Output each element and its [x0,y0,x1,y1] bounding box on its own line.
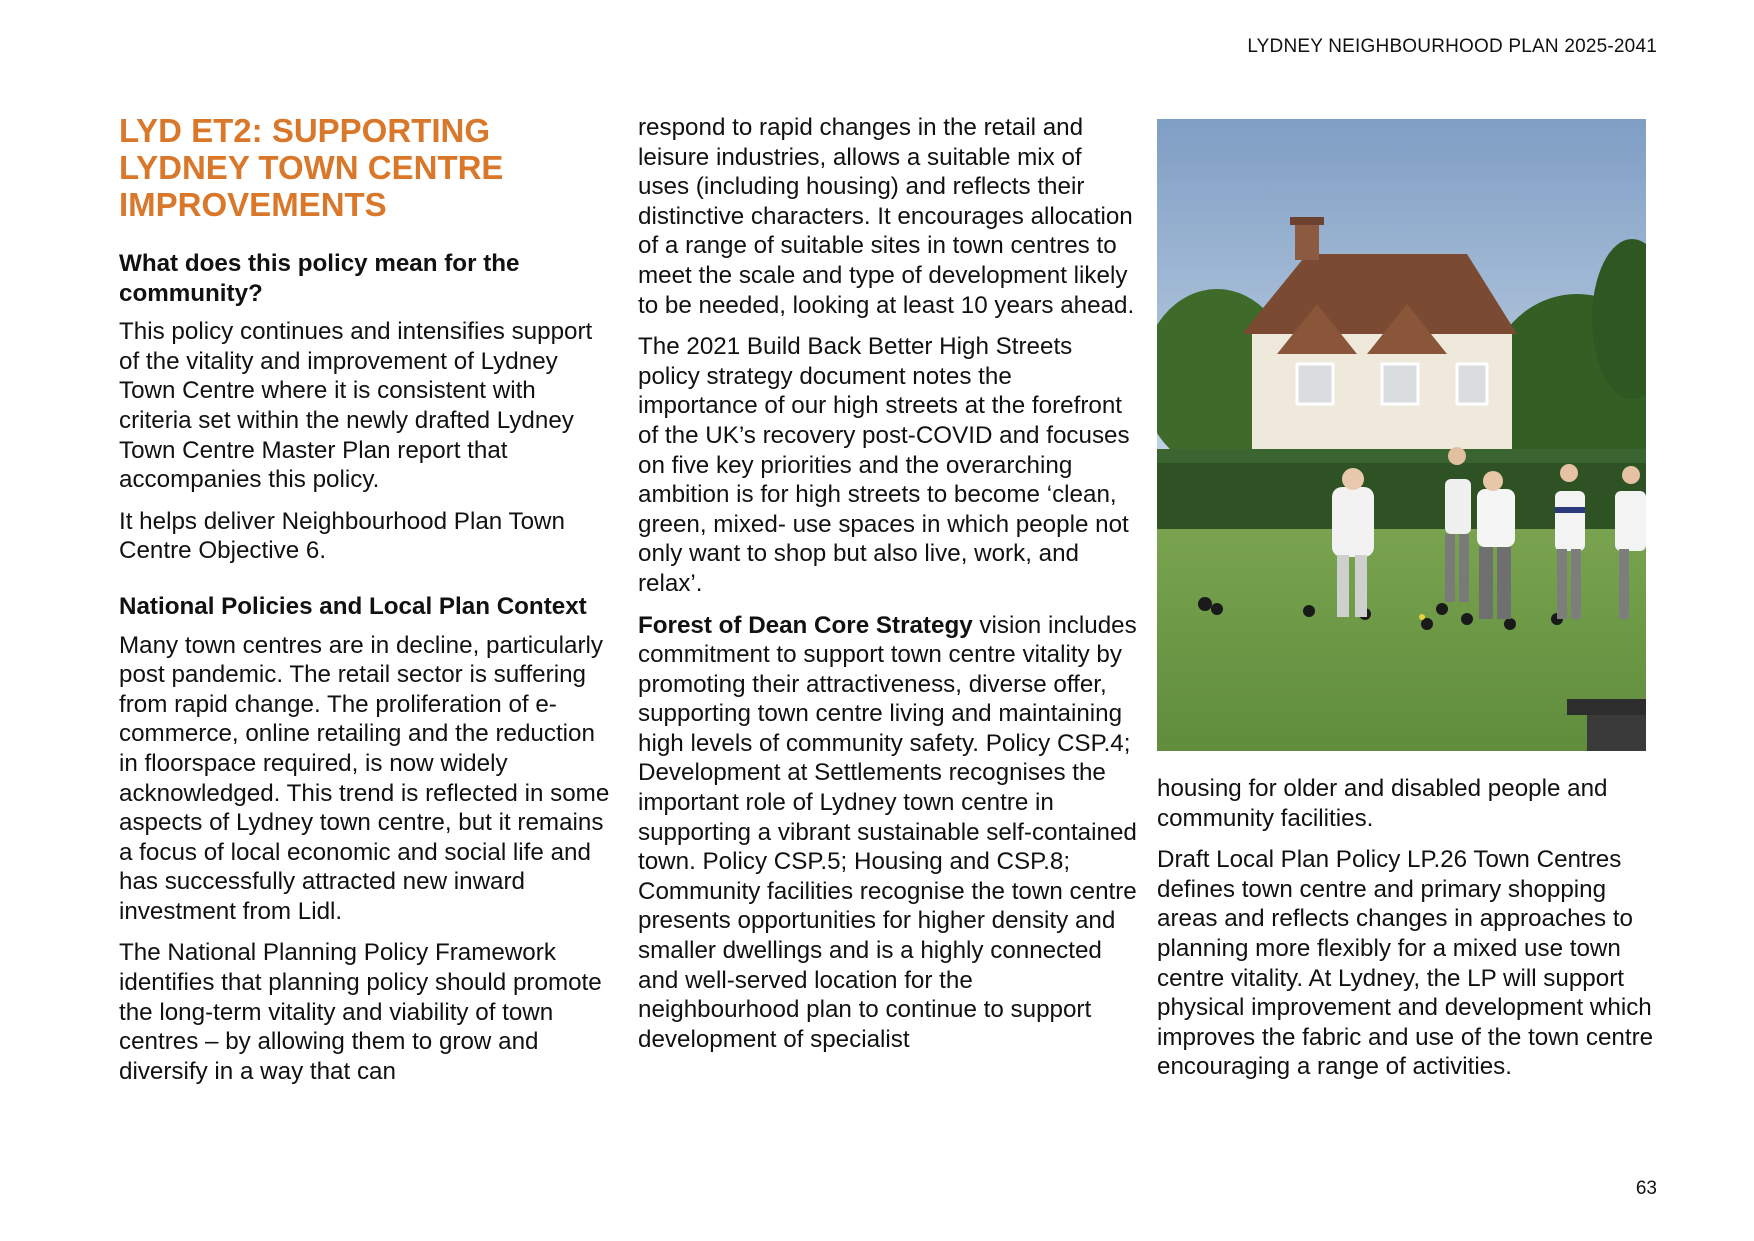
core-strategy-text: vision includes commitment to support town centre vitality by promoting their attractiveness, diverse offer, supporting town centre living and maintaining high levels of community safety. Policy CSP.4; Development at Settlements recognises the important role of Lydney town centre in supporting a vibrant sustainable self-contained town. Policy CSP.5; Housing and CSP.8; Community facilities recognise the town centre presents opportunities for higher density and smaller dwellings and is a highly connected and well-served location for the neighbourhood plan to continue to support development of specialist [638,611,1137,1053]
bowls-green-photo [1157,119,1646,751]
column-left [119,112,611,1098]
paragraph: respond to rapid changes in the retail and leisure industries, allows a suitable mix of uses (including housing) and reflects their distinctive characters. It encourages allocation of a range of suitable sites in town centres to meet the scale and type of development likely to be needed, looking at least 10 years ahead. [638,114,1135,319]
paragraph: The National Planning Policy Framework identifies that planning policy should promote the long-term vitality and viability of town centres – by allowing them to grow and diversify in a way that can [119,939,602,1085]
column-middle [638,113,1138,1066]
page-number: 63 [1635,1178,1657,1199]
section-heading-national-policies: National Policies and Local Plan Context [119,592,587,620]
section-heading-community: What does this policy mean for the community? [119,250,520,307]
paragraph: The 2021 Build Back Better High Streets policy strategy document notes the importance of our high streets at the forefront of the UK’s recovery post-COVID and focuses on five key priorities and the overarching ambition is for high streets to become ‘clean, green, mixed- use spaces in which people not only want to shop but also live, work, and relax’. [638,333,1130,597]
paragraph: This policy continues and intensifies support of the vitality and improvement of Lydney Town Centre where it is consistent with criteria set within the newly drafted Lydney Town Centre Master Plan report that accompanies this policy. [119,318,593,494]
paragraph: Many town centres are in decline, particularly post pandemic. The retail sector is suffering from rapid change. The proliferation of e-commerce, online retailing and the reduction in floorspace required, is now widely acknowledged. This trend is reflected in some aspects of Lydney town centre, but it remains a focus of local economic and social life and has successfully attracted new inward investment from Lidl. [119,631,610,925]
paragraph-core-strategy [638,611,1138,1055]
policy-title: LYD ET2: SUPPORTING LYDNEY TOWN CENTRE IMPROVEMENTS [119,112,504,223]
running-header: LYDNEY NEIGHBOURHOOD PLAN 2025-2041 [1247,36,1657,57]
paragraph: housing for older and disabled people and community facilities. [1157,775,1608,832]
core-strategy-lead: Forest of Dean Core Strategy [638,611,973,639]
paragraph: Draft Local Plan Policy LP.26 Town Centres defines town centre and primary shopping areas and reflects changes in approaches to planning more flexibly for a mixed use town centre vitality. At Lydney, the LP will support physical improvement and development which improves the fabric and use of the town centre encouraging a range of activities. [1157,846,1654,1081]
paragraph: It helps deliver Neighbourhood Plan Town Centre Objective 6. [119,507,565,565]
column-right [1157,774,1657,1094]
